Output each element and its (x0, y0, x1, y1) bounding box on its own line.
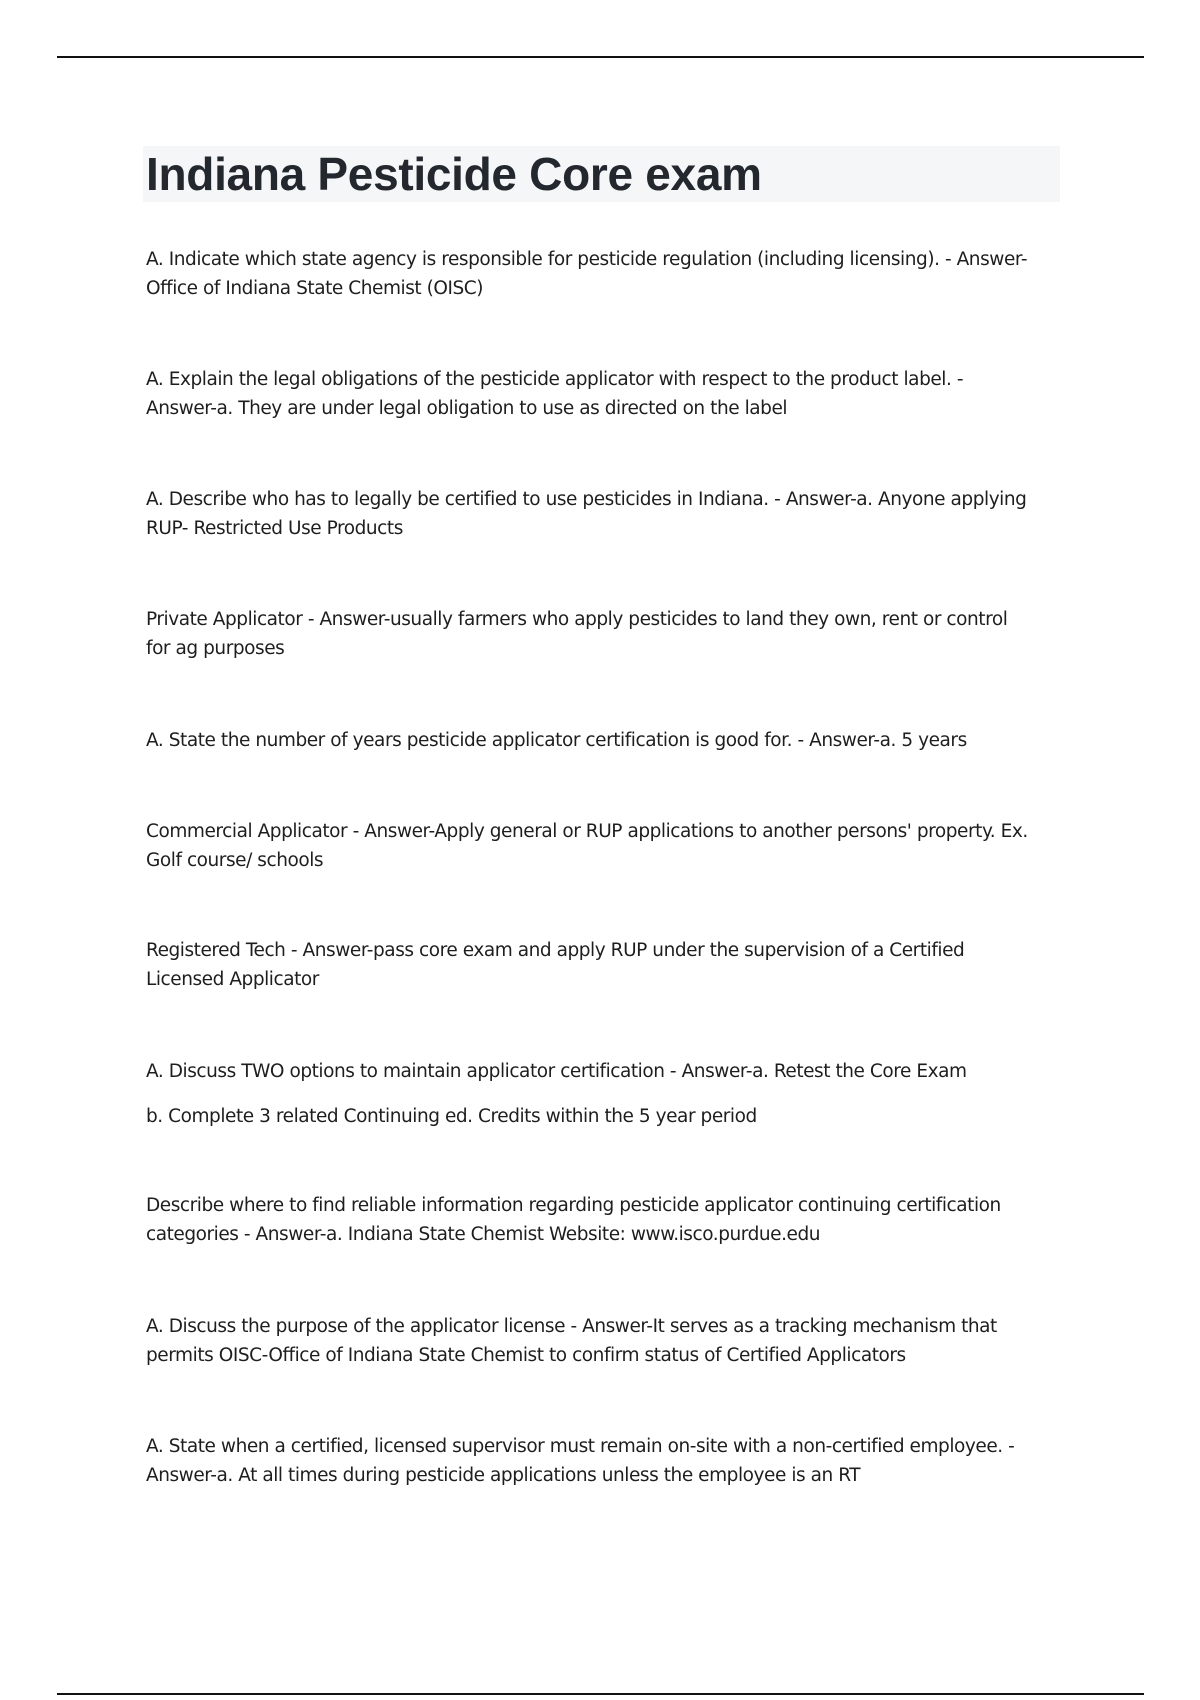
qa-item-reliable-information (146, 1191, 1066, 1249)
qa-item-commercial-applicator (146, 817, 1066, 875)
qa-item-years-valid (146, 726, 1066, 755)
qa-line: A. State when a certified, licensed supervisor must remain on-site with a non-certified employee. - (146, 1436, 1015, 1457)
qa-line: Answer-a. They are under legal obligation to use as directed on the label (146, 398, 788, 419)
qa-line: A. Indicate which state agency is responsible for pesticide regulation (including licensing). - Answer- (146, 249, 1028, 270)
qa-item-registered-tech (146, 936, 1066, 994)
qa-line: for ag purposes (146, 638, 285, 659)
qa-line: A. Explain the legal obligations of the pesticide applicator with respect to the product label. - (146, 369, 964, 390)
qa-item-maintain-certification (146, 1057, 1066, 1086)
qa-line: Registered Tech - Answer-pass core exam and apply RUP under the supervision of a Certified (146, 940, 965, 961)
qa-line: Licensed Applicator (146, 969, 319, 990)
qa-line: Office of Indiana State Chemist (OISC) (146, 278, 484, 299)
footer-rule (57, 1693, 1144, 1695)
qa-line: Answer-a. At all times during pesticide applications unless the employee is an RT (146, 1465, 861, 1486)
qa-line: Private Applicator - Answer-usually farmers who apply pesticides to land they own, rent or control (146, 609, 1008, 630)
qa-item-legal-obligations (146, 365, 1066, 423)
qa-line: Describe where to find reliable information regarding pesticide applicator continuing certification (146, 1195, 1001, 1216)
qa-item-agency (146, 245, 1066, 303)
qa-line: A. Describe who has to legally be certified to use pesticides in Indiana. - Answer-a. Anyone applying (146, 489, 1027, 510)
qa-item-private-applicator (146, 605, 1066, 663)
qa-line: RUP- Restricted Use Products (146, 518, 403, 539)
qa-line: permits OISC-Office of Indiana State Chemist to confirm status of Certified Applicators (146, 1345, 906, 1366)
qa-item-maintain-certification-b (146, 1102, 1066, 1131)
qa-line: categories - Answer-a. Indiana State Chemist Website: www.isco.purdue.edu (146, 1224, 821, 1245)
qa-line: Golf course/ schools (146, 850, 324, 871)
qa-line: A. State the number of years pesticide applicator certification is good for. - Answer-a. 5 years (146, 730, 967, 751)
qa-item-supervisor-onsite (146, 1432, 1066, 1490)
qa-line: Commercial Applicator - Answer-Apply general or RUP applications to another persons' property. Ex. (146, 821, 1028, 842)
qa-line: A. Discuss TWO options to maintain applicator certification - Answer-a. Retest the Core Exam (146, 1061, 967, 1082)
document-title: Indiana Pesticide Core exam (146, 148, 762, 200)
qa-item-who-certified (146, 485, 1066, 543)
header-rule (57, 56, 1144, 58)
qa-item-license-purpose (146, 1312, 1066, 1370)
qa-line: b. Complete 3 related Continuing ed. Credits within the 5 year period (146, 1106, 757, 1127)
qa-line: A. Discuss the purpose of the applicator license - Answer-It serves as a tracking mechanism that (146, 1316, 997, 1337)
